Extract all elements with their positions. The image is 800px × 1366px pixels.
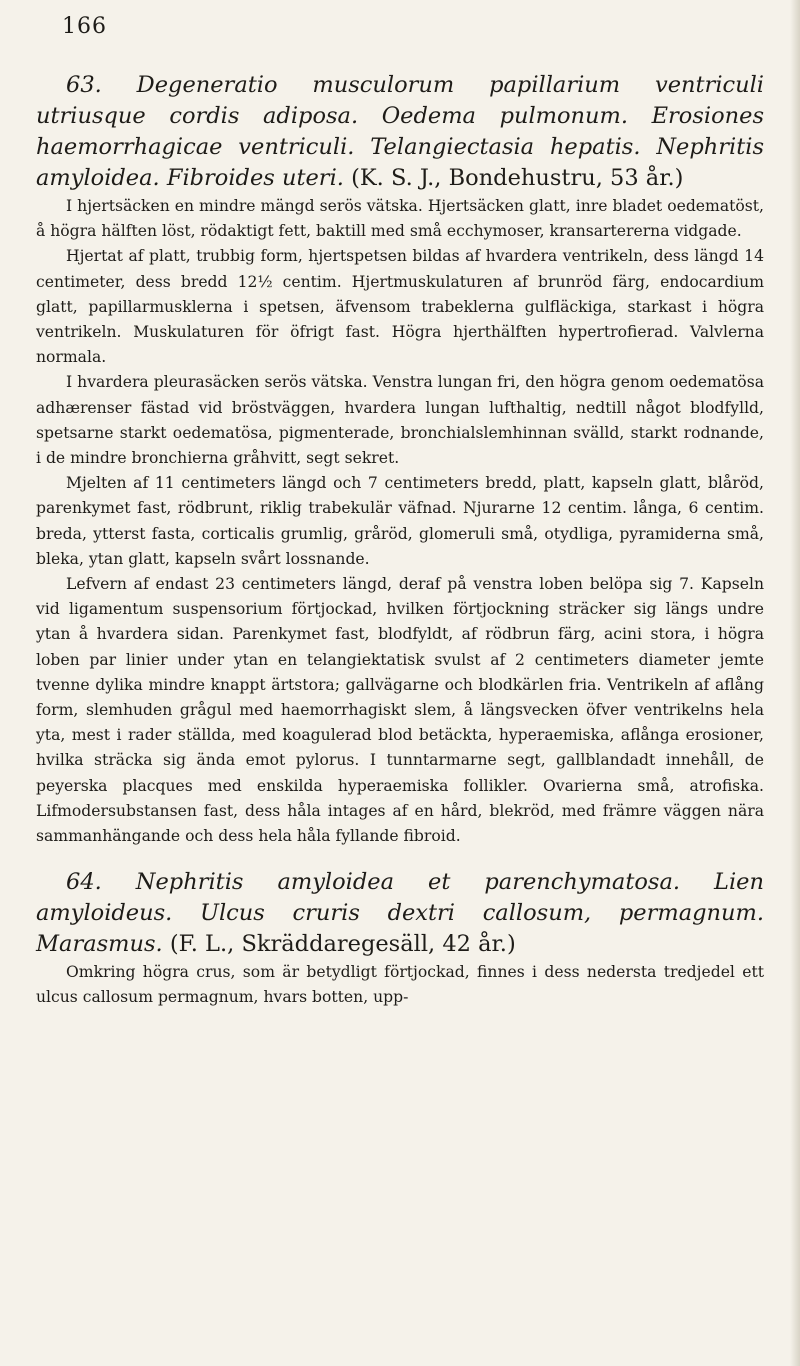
case-63-title <box>36 70 764 194</box>
case-64 <box>36 867 764 1010</box>
case-63-paragraph-3: I hvardera pleurasäcken serös vätska. Venstra lungan fri, den högra genom oedematösa adhærenser fästad vid bröstväggen, hvardera lungan lufthaltig, nedtill något blodfylld, spetsarne starkt oedematösa, pigmenterade, bronchialslemhinnan svälld, starkt rodnande, i de mindre bronchierna gråhvitt, segt sekret. <box>36 373 764 468</box>
case-64-paragraph-1: Omkring högra crus, som är betydligt förtjockad, finnes i dess nedersta tredjedel ett ulcus callosum permagnum, hvars botten, upp- <box>36 963 764 1007</box>
page-number: 166 <box>62 14 107 39</box>
case-64-title <box>36 867 764 960</box>
case-64-patient: (F. L., Skräddaregesäll, 42 år.) <box>169 931 516 958</box>
page-edge-shadow <box>790 0 800 1366</box>
case-63-paragraph-2: Hjertat af platt, trubbig form, hjertspetsen bildas af hvardera ventrikeln, dess längd 14 centimeter, dess bredd 12½ centim. Hjertmuskulaturen af brunröd färg, endocardium glatt, papillarmusklerna i spetsen, äfvensom trabeklerna gulfläckiga, starkast i högra ventrikeln. Muskulaturen för öfrigt fast. Högra hjerthälften hypertrofierad. Valvlerna normala. <box>36 247 764 367</box>
case-63-paragraph-1: I hjertsäcken en mindre mängd serös vätska. Hjertsäcken glatt, inre bladet oedematöst, å högra hälften löst, rödaktigt fett, baktill med små ecchymoser, kransartererna vidgade. <box>36 197 764 241</box>
case-63-paragraph-5: Lefvern af endast 23 centimeters längd, deraf på venstra loben belöpa sig 7. Kapseln vid ligamentum suspensorium förtjockad, hvilken förtjockning sträcker sig längs undre ytan å hvardera sidan. Parenkymet fast, blodfyldt, af rödbrun färg, acini stora, i högra loben par linier under ytan en telangiektatisk svulst af 2 centimeters diameter jemte tvenne dylika mindre knappt ärtstora; gallvägarne och blodkärlen fria. Ventrikeln af aflång form, slemhuden grågul med haemorrhagiskt slem, å längsvecken öfver ventrikelns hela yta, mest i rader ställda, med koagulerad blod betäckta, hyperaemiska, aflånga erosioner, hvilka sträcka sig ända emot pylorus. I tunntarmarne segt, gallblandadt innehåll, de peyerska placques med enskilda hyperaemiska follikler. Ovarierna små, atrofiska. Lifmodersubstansen fast, dess håla intages af en hård, blekröd, med främre väggen nära sammanhängande och dess hela håla fyllande fibroid. <box>36 575 764 846</box>
case-63-paragraph-4: Mjelten af 11 centimeters längd och 7 centimeters bredd, platt, kapseln glatt, blåröd, parenkymet fast, rödbrunt, riklig trabekulär väfnad. Njurarne 12 centim. långa, 6 centim. breda, ytterst fasta, corticalis grumlig, gråröd, glomeruli små, otydliga, pyramiderna små, bleka, ytan glatt, kapseln svårt lossnande. <box>36 474 764 568</box>
case-63 <box>36 70 764 849</box>
case-63-patient: (K. S. J., Bondehustru, 53 år.) <box>351 165 684 191</box>
page-content <box>36 70 764 1011</box>
case-63-diagnosis: 63. Degeneratio musculorum papillarium ventriculi utriusque cordis adiposa. Oedema pulmonum. Erosiones haemorrhagicae ventriculi. Telangiectasia hepatis. Nephritis amyloidea. Fibroides uteri. <box>36 72 764 191</box>
case-64-diagnosis: 64. Nephritis amyloidea et parenchymatosa. Lien amyloideus. Ulcus cruris dextri callosum, permagnum. Marasmus. <box>36 869 764 958</box>
